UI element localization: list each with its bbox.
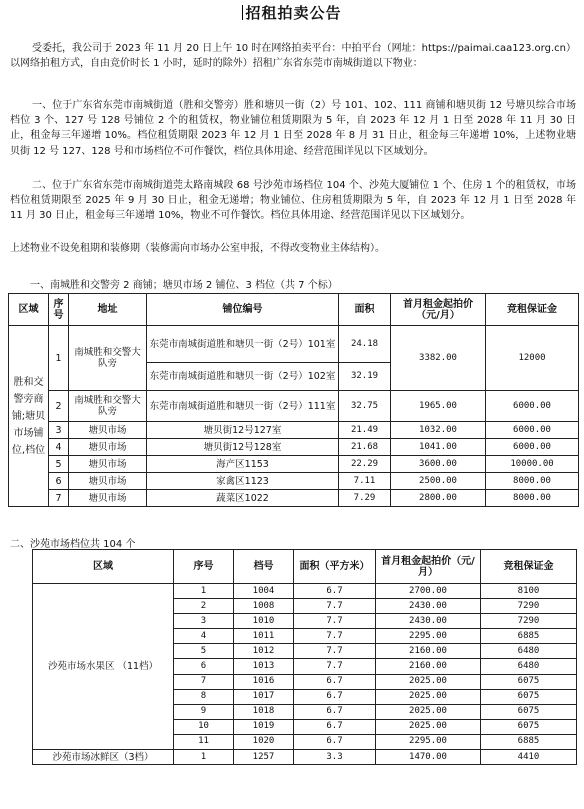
row-stall: 1020 <box>234 734 294 749</box>
row-rent: 2430.00 <box>376 614 481 629</box>
row-size: 6.7 <box>294 719 376 734</box>
shops-table <box>8 293 579 507</box>
row-size: 7.11 <box>339 473 391 490</box>
row-stall: 1257 <box>234 750 294 765</box>
row-rent: 3382.00 <box>391 326 486 391</box>
col-rent: 首月租金起拍价（元/月） <box>391 294 486 326</box>
document-title <box>0 2 584 23</box>
row-no: 1 <box>174 750 234 765</box>
row-address: 南城胜和交警大队旁 <box>69 391 147 422</box>
row-deposit: 10000.00 <box>486 456 579 473</box>
row-deposit: 6480 <box>481 644 577 659</box>
stalls-table <box>32 549 577 765</box>
table-row <box>9 326 579 363</box>
row-stall: 1018 <box>234 704 294 719</box>
row-rent: 2800.00 <box>391 490 486 507</box>
row-size: 7.7 <box>294 659 376 674</box>
row-deposit: 8100 <box>481 584 577 599</box>
table-row <box>9 422 579 439</box>
table-row <box>9 473 579 490</box>
row-rent: 1965.00 <box>391 391 486 422</box>
row-size: 6.7 <box>294 734 376 749</box>
table-row <box>33 584 577 599</box>
row-deposit: 8000.00 <box>486 490 579 507</box>
row-unit: 海产区1153 <box>147 456 339 473</box>
row-rent: 2025.00 <box>376 704 481 719</box>
col-address: 地址 <box>69 294 147 326</box>
row-rent: 2430.00 <box>376 599 481 614</box>
row-deposit: 7290 <box>481 614 577 629</box>
row-deposit: 6885 <box>481 734 577 749</box>
row-no: 1 <box>174 584 234 599</box>
area-cell: 沙苑市场水果区 （11档） <box>33 584 174 750</box>
region-cell: 胜和交警旁商铺;塘贝市场铺位,档位 <box>9 326 49 507</box>
row-rent: 2160.00 <box>376 644 481 659</box>
row-unit: 塘贝街12号128室 <box>147 439 339 456</box>
row-address: 塘贝市场 <box>69 439 147 456</box>
row-rent: 2025.00 <box>376 674 481 689</box>
row-size: 32.19 <box>339 363 391 391</box>
row-address: 塘贝市场 <box>69 456 147 473</box>
row-address: 塘贝市场 <box>69 490 147 507</box>
row-deposit: 8000.00 <box>486 473 579 490</box>
row-size: 6.7 <box>294 674 376 689</box>
col-stall: 档号 <box>234 550 294 584</box>
row-no: 2 <box>49 391 69 422</box>
row-deposit: 7290 <box>481 599 577 614</box>
row-rent: 2025.00 <box>376 689 481 704</box>
row-address: 塘贝市场 <box>69 473 147 490</box>
row-size: 22.29 <box>339 456 391 473</box>
row-size: 21.68 <box>339 439 391 456</box>
col-area: 区域 <box>33 550 174 584</box>
title-text: 招租拍卖公告 <box>245 4 342 22</box>
col-no: 序号 <box>174 550 234 584</box>
row-rent: 2500.00 <box>391 473 486 490</box>
row-no: 3 <box>174 614 234 629</box>
row-stall: 1019 <box>234 719 294 734</box>
intro-paragraph: 受委托，我公司于 2023 年 11 月 20 日上午 10 时在网络拍卖平台：中拍平台（网址：https://paimai.caa123.org.cn）以网络拍租方式，自由竞价时长 1 小时，延时的除外）招租广东省东莞市南城街道以下物业： <box>10 43 576 70</box>
table-row <box>9 439 579 456</box>
row-stall: 1010 <box>234 614 294 629</box>
row-deposit: 6075 <box>481 719 577 734</box>
row-no: 7 <box>49 490 69 507</box>
row-address: 塘贝市场 <box>69 422 147 439</box>
row-no: 4 <box>174 629 234 644</box>
table-header-row <box>33 550 577 584</box>
row-rent: 1470.00 <box>376 750 481 765</box>
row-no: 6 <box>49 473 69 490</box>
area-cell: 沙苑市场冰鲜区（3档） <box>33 750 174 765</box>
row-deposit: 4410 <box>481 750 577 765</box>
col-rent: 首月租金起拍价（元/月） <box>376 550 481 584</box>
col-unit: 铺位编号 <box>147 294 339 326</box>
row-rent: 1041.00 <box>391 439 486 456</box>
row-stall: 1017 <box>234 689 294 704</box>
row-no: 4 <box>49 439 69 456</box>
table-row <box>9 391 579 422</box>
row-deposit: 6000.00 <box>486 422 579 439</box>
row-size: 7.29 <box>339 490 391 507</box>
row-size: 7.7 <box>294 599 376 614</box>
row-unit: 蔬菜区1022 <box>147 490 339 507</box>
row-rent: 2295.00 <box>376 629 481 644</box>
row-no: 9 <box>174 704 234 719</box>
col-size: 面积（平方米） <box>294 550 376 584</box>
row-deposit: 6000.00 <box>486 391 579 422</box>
item-one-paragraph: 一、位于广东省东莞市南城街道（胜和交警旁）胜和塘贝一街（2）号 101、102、111 商铺和塘贝街 12 号塘贝综合市场档位 3 个、127 号 128 号铺位 2 个的租赁权，物业铺位租赁期限为 5 年，自 2023 年 12 月 1 日至 2028 年 11 月 30 日止，租金每三年递增 10%。档位租赁期限 2023 年 12 月 1 日至 2028 年 8 月 31 日止，租金每三年递增 10%，上述物业塘贝街 12 号 127、128 号和市场档位不可作餐饮，档位具体用途、经营范围详见以下区域划分。 <box>10 100 576 157</box>
row-no: 5 <box>49 456 69 473</box>
row-stall: 1012 <box>234 644 294 659</box>
row-deposit: 6075 <box>481 704 577 719</box>
row-size: 7.7 <box>294 614 376 629</box>
row-stall: 1013 <box>234 659 294 674</box>
row-size: 32.75 <box>339 391 391 422</box>
row-rent: 2700.00 <box>376 584 481 599</box>
row-size: 7.7 <box>294 644 376 659</box>
row-no: 7 <box>174 674 234 689</box>
col-deposit: 竞租保证金 <box>486 294 579 326</box>
row-size: 6.7 <box>294 704 376 719</box>
table-row <box>9 456 579 473</box>
row-rent: 2160.00 <box>376 659 481 674</box>
note-paragraph: 上述物业不设免租期和装修期（装修需向市场办公室申报，不得改变物业主体结构）。 <box>10 243 385 254</box>
section-one-heading: 一、南城胜和交警旁 2 商铺；塘贝市场 2 铺位、3 档位（共 7 个标） <box>30 280 338 291</box>
row-no: 5 <box>174 644 234 659</box>
row-rent: 2025.00 <box>376 719 481 734</box>
col-deposit: 竞租保证金 <box>481 550 577 584</box>
row-unit: 家禽区1123 <box>147 473 339 490</box>
row-stall: 1004 <box>234 584 294 599</box>
row-stall: 1016 <box>234 674 294 689</box>
col-no: 序号 <box>49 294 69 326</box>
row-deposit: 12000 <box>486 326 579 391</box>
row-unit: 塘贝街12号127室 <box>147 422 339 439</box>
col-area: 区域 <box>9 294 49 326</box>
row-size: 3.3 <box>294 750 376 765</box>
table-header-row <box>9 294 579 326</box>
row-address: 南城胜和交警大队旁 <box>69 326 147 391</box>
row-no: 6 <box>174 659 234 674</box>
row-deposit: 6885 <box>481 629 577 644</box>
row-no: 10 <box>174 719 234 734</box>
row-stall: 1008 <box>234 599 294 614</box>
row-unit: 东莞市南城街道胜和塘贝一街（2号）102室 <box>147 363 339 391</box>
row-size: 7.7 <box>294 629 376 644</box>
row-size: 6.7 <box>294 584 376 599</box>
row-size: 24.18 <box>339 326 391 363</box>
text-cursor <box>242 5 243 20</box>
row-deposit: 6480 <box>481 659 577 674</box>
row-size: 6.7 <box>294 689 376 704</box>
row-no: 11 <box>174 734 234 749</box>
col-size: 面积 <box>339 294 391 326</box>
row-unit: 东莞市南城街道胜和塘贝一街（2号）101室 <box>147 326 339 363</box>
row-deposit: 6075 <box>481 689 577 704</box>
row-rent: 3600.00 <box>391 456 486 473</box>
section-two-heading: 二、沙苑市场档位共 104 个 <box>10 539 136 550</box>
item-two-paragraph: 二、位于广东省东莞市南城街道莞太路南城段 68 号沙苑市场档位 104 个、沙苑大厦铺位 1 个、住房 1 个的租赁权，市场档位租赁期限至 2025 年 9 月 30 日止，租金无递增；物业铺位、住房租赁期限为 5 年，自 2023 年 12 月 1 日至 2028 年 11 月 30 日止，租金每三年递增 10%，物业不可作餐饮。档位具体用途、经营范围详见以下区域划分。 <box>10 180 576 222</box>
table-row <box>9 490 579 507</box>
row-size: 21.49 <box>339 422 391 439</box>
row-no: 1 <box>49 326 69 391</box>
row-deposit: 6000.00 <box>486 439 579 456</box>
row-stall: 1011 <box>234 629 294 644</box>
row-no: 8 <box>174 689 234 704</box>
row-deposit: 6075 <box>481 674 577 689</box>
row-unit: 东莞市南城街道胜和塘贝一街（2号）111室 <box>147 391 339 422</box>
row-no: 3 <box>49 422 69 439</box>
row-rent: 1032.00 <box>391 422 486 439</box>
row-no: 2 <box>174 599 234 614</box>
table-row <box>33 750 577 765</box>
row-rent: 2295.00 <box>376 734 481 749</box>
